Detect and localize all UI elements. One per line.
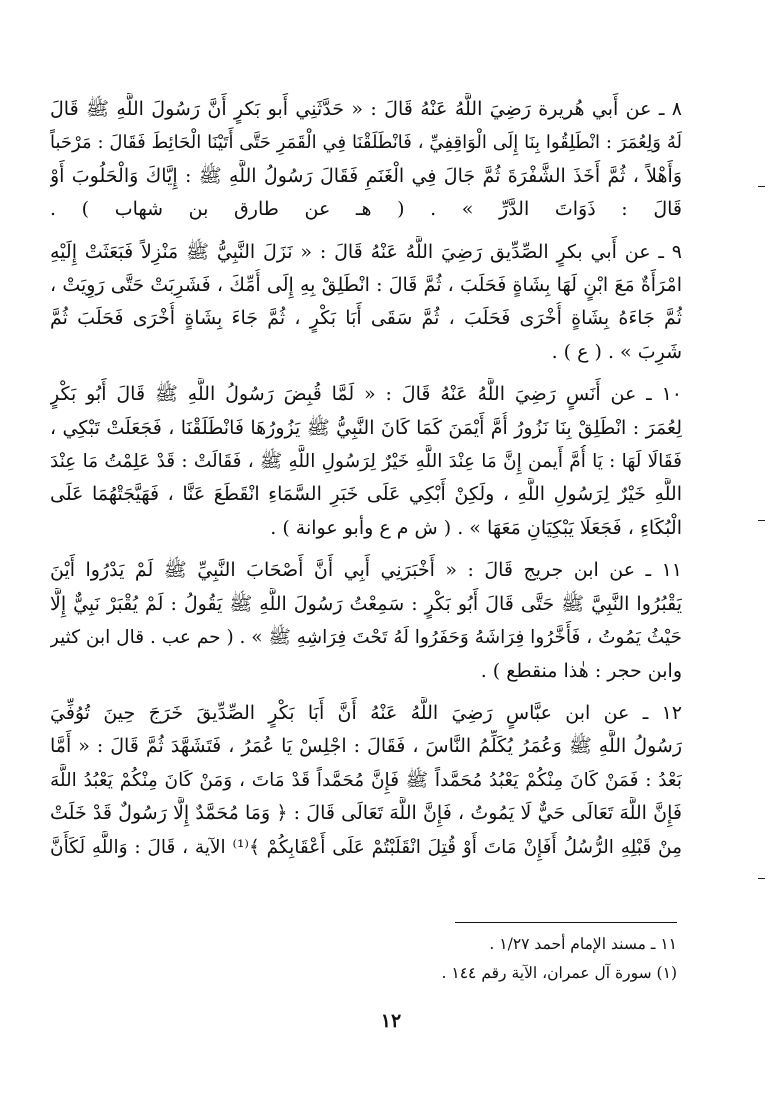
text-line: لِعُمَرَ : انْطَلِقْ بِنَا نَزُورُ أُمَّ أَيْمَنَ كَمَا كَانَ النَّبِيُّ ﷺ يَزُورُهَا فَانْطَلَقْنَا ، فَجَعَلَتْ تَبْكِي ، xyxy=(50,416,682,439)
text-line: لَهُ وَلِعُمَرَ : انْطَلِقُوا بِنَا إِلَى الْوَاقِفِيِّ ، فَانْطَلَقْنَا فِي الْقَمَرِ حَتَّى أَتَيْنَا الْحَائِطَ فَقَالَ : مَرْحَباً xyxy=(50,132,682,154)
text-line: ١٢ ـ عن ابن عبَّاسٍ رَضِيَ اللَّهُ عَنْهُ أَنَّ أَبَا بَكْرٍ الصِّدِّيقَ خَرَجَ حِينَ تُوُفِّيَ xyxy=(50,701,682,724)
text-line: الْبُكَاءِ ، فَجَعَلَا يَبْكِيَانِ مَعَهَا » . ( ش م ع وأبو عوانة ) . xyxy=(270,516,682,539)
text-line: يَقْبُرُوا النَّبِيَّ ﷺ حَتَّى قَالَ أَبُو بَكْرٍ : سَمِعْتُ رَسُولَ اللَّهِ ﷺ يَقُولُ : لَمْ يُقْبَرْ نَبِيٌّ إِلَّا xyxy=(50,592,682,615)
main-text xyxy=(50,93,682,873)
text-line: رَسُولُ اللَّهِ ﷺ وَعُمَرُ يُكَلِّمُ النَّاسَ ، فَقَالَ : اجْلِسْ يَا عُمَرُ ، فَتَشَهَّدَ ثُمَّ قَالَ : « أَمَّا xyxy=(50,735,682,758)
text-line: اللَّهِ خَيْرٌ لِرَسُولِ اللَّهِ ، ولَكِنْ أَبْكِي عَلَى خَبَرِ السَّمَاءِ انْقَطَعَ عَنَّا ، فَهَيَّجَتْهُمَا عَلَى xyxy=(50,483,682,506)
text-line: وَأَهْلاً ، ثُمَّ أَخَذَ الشَّفْرَةَ ثُمَّ جَالَ فِي الْغَنَمِ فَقَالَ رَسُولُ اللَّهِ ﷺ : إِيَّاكَ وَالْحَلُوبَ أَوْ xyxy=(50,164,682,187)
hadith-10 xyxy=(50,378,682,545)
text-line: ١١ ـ عن ابن جريج قَالَ : « أَخْبَرَنِي أَبِي أَنَّ أَصْحَابَ النَّبِيِّ ﷺ لَمْ يَدْرُوا أَيْنَ xyxy=(50,559,682,582)
text-line: حَيْثُ يَمُوتُ ، فَأَخَّرُوا فِرَاشَهُ وَحَفَرُوا لَهُ تَحْتَ فِرَاشِهِ ﷺ » . ( حم عب . قال ابن كثير xyxy=(50,627,682,649)
footnote-divider xyxy=(455,922,677,923)
hadith-8 xyxy=(50,93,682,227)
footnote: ١١ ـ مسند الإمام أحمد ١/٢٧ . xyxy=(489,935,677,953)
text-line: قَالَ : ذَوَاتَ الدَّرِّ » . ( هـ عن طارق بن شهاب ) . xyxy=(50,198,682,221)
hadith-11 xyxy=(50,554,682,688)
text-line: ثُمَّ جَاءَهُ بِشَاةٍ أُخْرَى فَحَلَبَ ، ثُمَّ سَقَى أَبَا بَكْرٍ ، ثُمَّ جَاءَ بِشَاةٍ أُخْرَى فَحَلَبَ ثُمَّ xyxy=(50,307,682,330)
text-line: فَإِنَّ اللَّهَ تَعَالَى حَيٌّ لَا يَمُوتُ ، فَإِنَّ اللَّهَ تَعَالَى قَالَ : ﴿ وَمَا مُحَمَّدٌ إِلَّا رَسُولٌ قَدْ خَلَتْ xyxy=(50,802,682,825)
text-line: امْرَأَةٌ مَعَ ابْنٍ لَهَا بِشَاةٍ فَحَلَبَ ، ثُمَّ قَالَ : انْطَلِقْ بِهِ إِلَى أُمِّكَ ، فَشَرِبَتْ حَتَّى رَوِيَتْ ، xyxy=(50,274,682,297)
text-line: مِنْ قَبْلِهِ الرُّسُلُ أَفَإِنْ مَاتَ أَوْ قُتِلَ انْقَلَبْتُمْ عَلَى أَعْقَابِكُمْ ﴾⁽¹⁾ الآية ، قَالَ : وَاللَّهِ لَكَأَنَّ xyxy=(50,836,682,858)
margin-mark xyxy=(758,878,765,879)
text-line: بَعْدُ : فَمَنْ كَانَ مِنْكُمْ يَعْبُدُ مُحَمَّداً ﷺ فَإِنَّ مُحَمَّداً قَدْ مَاتَ ، وَمَنْ كَانَ مِنْكُمْ يَعْبُدُ اللَّهَ xyxy=(50,769,682,791)
text-line: فَقَالَا لَهَا : يَا أُمَّ أَيمن إِنَّ مَا عِنْدَ اللَّهِ خَيْرٌ لِرَسُولِ اللَّهِ ﷺ ، فَقَالَتْ : قَدْ عَلِمْتُ مَا عِنْدَ xyxy=(50,451,682,473)
page-number: ١٢ xyxy=(380,1010,402,1032)
footnotes xyxy=(400,930,677,988)
text-line: ١٠ ـ عن أَنَسٍ رَضِيَ اللَّهُ عَنْهُ قَالَ : « لَمَّا قُبِضَ رَسُولُ اللَّهِ ﷺ قَالَ أَبُو بَكْرٍ xyxy=(50,383,682,406)
text-line: وابن حجر : هٰذا منقطع ) . xyxy=(480,659,682,682)
text-line: شَرِبَ » . ( ع ) . xyxy=(551,340,682,363)
margin-mark xyxy=(758,520,765,521)
footnote: (١) سورة آل عمران، الآية رقم ١٤٤ . xyxy=(441,964,677,982)
text-line: ٩ ـ عن أَبي بكرٍ الصِّدِّيق رَضِيَ اللَّهُ عَنْهُ قَالَ : « نَزَلَ النَّبِيُّ ﷺ مَنْزِلاً فَبَعَثَتْ إِلَيْهِ xyxy=(50,240,682,263)
margin-mark xyxy=(758,186,765,187)
hadith-9 xyxy=(50,236,682,370)
hadith-12 xyxy=(50,697,682,864)
text-line: ٨ ـ عن أَبي هُريرة رَضِيَ اللَّهُ عَنْهُ قَالَ : « حَدَّثَنِي أَبو بَكرٍ أَنَّ رَسُولَ اللَّهِ ﷺ قَالَ xyxy=(50,98,682,120)
